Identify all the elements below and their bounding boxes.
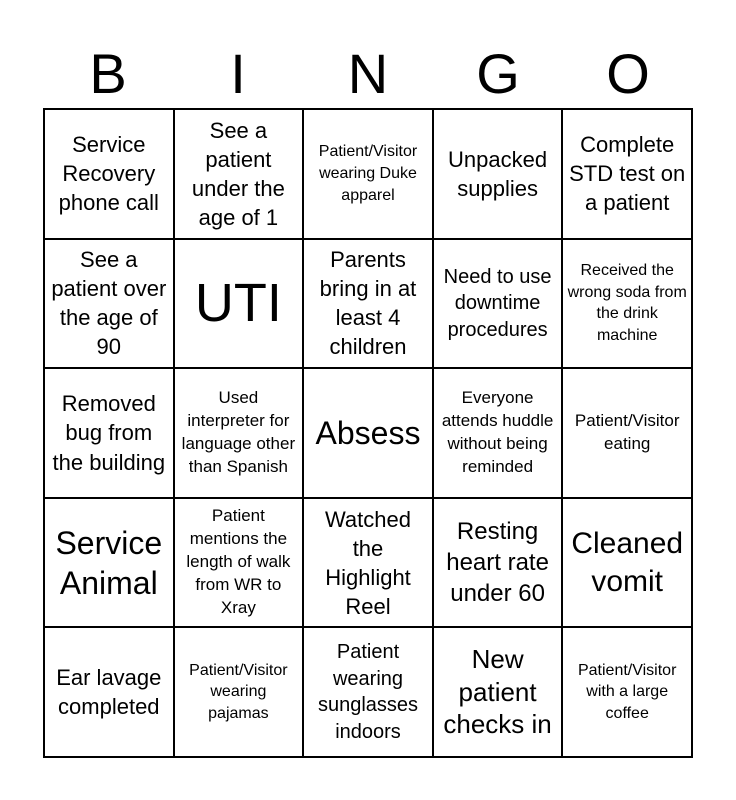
cell-text: See a patient over the age of 90 bbox=[51, 247, 167, 360]
bingo-board bbox=[43, 108, 693, 758]
bingo-cell[interactable] bbox=[44, 109, 174, 239]
bingo-cell[interactable] bbox=[303, 627, 433, 757]
cell-text: New patient checks in bbox=[443, 644, 552, 740]
bingo-cell[interactable] bbox=[433, 627, 563, 757]
cell-text: Ear lavage completed bbox=[56, 665, 162, 720]
cell-text: Removed bug from the building bbox=[52, 391, 166, 475]
bingo-cell[interactable] bbox=[433, 239, 563, 369]
bingo-cell[interactable] bbox=[562, 498, 692, 628]
cell-text: Cleaned vomit bbox=[571, 527, 684, 598]
cell-text: Patient/Visitor wearing Duke apparel bbox=[318, 143, 418, 204]
header-letter-g: G bbox=[476, 42, 520, 105]
cell-text: Resting heart rate under 60 bbox=[446, 517, 549, 608]
cell-text: Need to use downtime procedures bbox=[443, 265, 552, 341]
bingo-cell[interactable] bbox=[303, 109, 433, 239]
bingo-cell[interactable] bbox=[44, 368, 174, 498]
header-letter-b: B bbox=[89, 42, 127, 105]
cell-text: Patient mentions the length of walk from WR to Xray bbox=[186, 506, 291, 617]
bingo-cell[interactable] bbox=[44, 627, 174, 757]
bingo-cell[interactable] bbox=[44, 239, 174, 369]
cell-text: Absess bbox=[315, 414, 421, 451]
header-letter-o: O bbox=[606, 42, 650, 105]
cell-text: Patient wearing sunglasses indoors bbox=[317, 641, 419, 743]
bingo-cell[interactable] bbox=[174, 109, 304, 239]
bingo-cell[interactable] bbox=[44, 498, 174, 628]
header-letter-i: I bbox=[230, 42, 246, 105]
cell-text: Everyone attends huddle without being reminded bbox=[441, 388, 554, 476]
bingo-header bbox=[43, 40, 693, 108]
cell-text: Patient/Visitor with a large coffee bbox=[577, 661, 677, 722]
bingo-cell[interactable] bbox=[433, 109, 563, 239]
bingo-cell[interactable] bbox=[174, 498, 304, 628]
bingo-cell[interactable] bbox=[303, 368, 433, 498]
bingo-cell[interactable] bbox=[433, 498, 563, 628]
bingo-cell[interactable] bbox=[174, 239, 304, 369]
header-letter-n: N bbox=[347, 42, 389, 105]
bingo-cell[interactable] bbox=[174, 627, 304, 757]
bingo-cell[interactable] bbox=[562, 627, 692, 757]
bingo-cell[interactable] bbox=[562, 239, 692, 369]
bingo-cell[interactable] bbox=[433, 368, 563, 498]
bingo-cell[interactable] bbox=[174, 368, 304, 498]
cell-text: Service Animal bbox=[55, 524, 163, 601]
cell-text: Received the wrong soda from the drink machine bbox=[567, 262, 687, 344]
cell-text: Complete STD test on a patient bbox=[569, 132, 686, 216]
cell-text: Used interpreter for language other than Spanish bbox=[181, 388, 296, 476]
bingo-cell[interactable] bbox=[562, 109, 692, 239]
cell-text: Patient/Visitor wearing pajamas bbox=[189, 661, 288, 722]
bingo-cell[interactable] bbox=[303, 498, 433, 628]
cell-text: Service Recovery phone call bbox=[58, 132, 159, 216]
cell-text: UTI bbox=[194, 272, 282, 333]
cell-text: See a patient under the age of 1 bbox=[191, 117, 285, 230]
cell-text: Watched the Highlight Reel bbox=[324, 506, 411, 619]
cell-text: Parents bring in at least 4 children bbox=[319, 247, 417, 360]
bingo-cell[interactable] bbox=[562, 368, 692, 498]
bingo-cell[interactable] bbox=[303, 239, 433, 369]
cell-text: Patient/Visitor eating bbox=[574, 411, 680, 453]
cell-text: Unpacked supplies bbox=[448, 146, 548, 201]
